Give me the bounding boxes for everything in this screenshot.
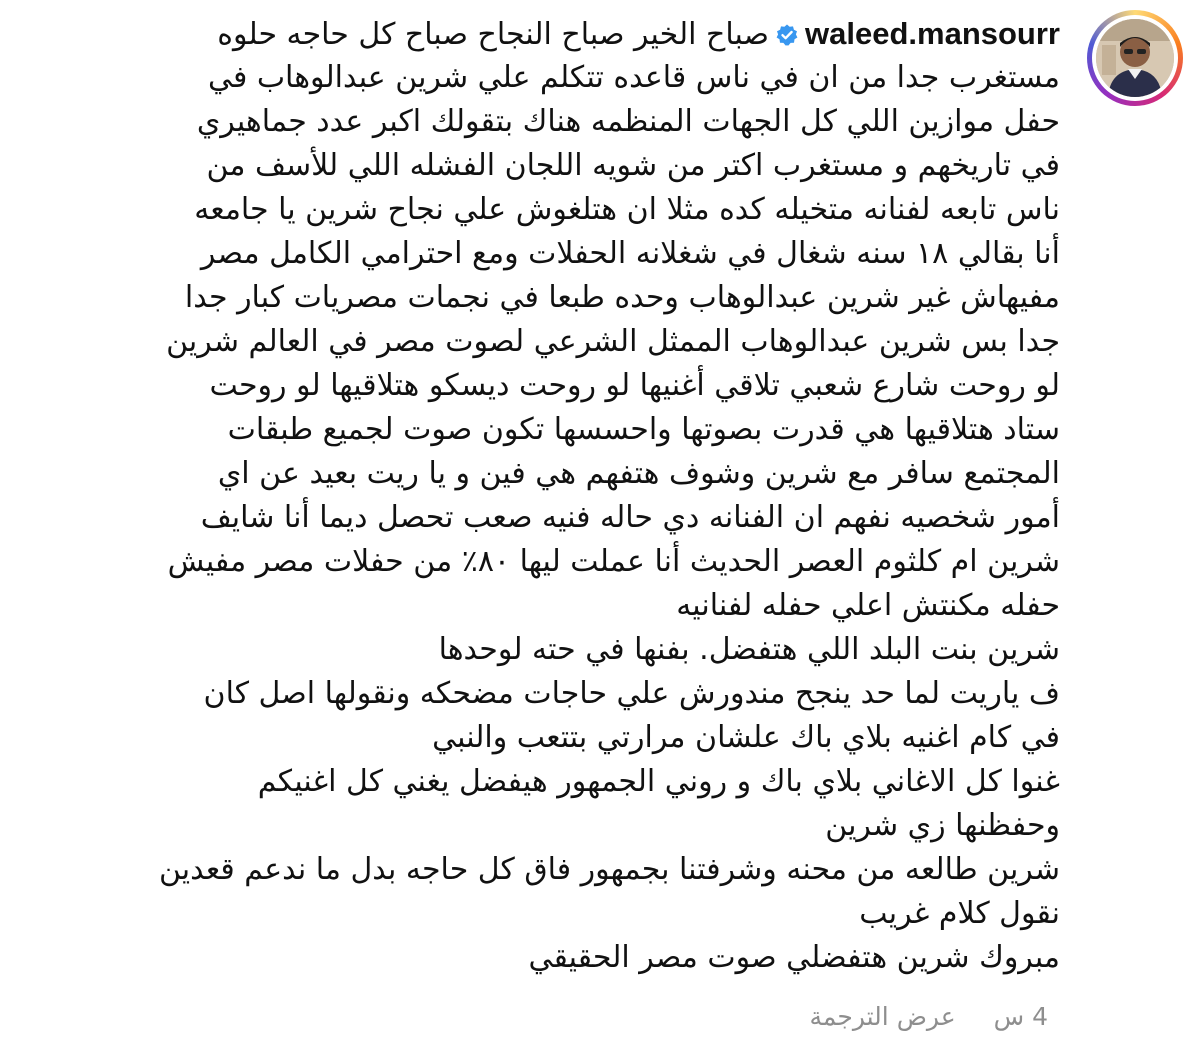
avatar[interactable] xyxy=(1087,10,1183,106)
comment-line: في كام اغنيه بلاي باك علشان مرارتي بتتعب والنبي xyxy=(432,720,1060,755)
comment-header xyxy=(60,12,1060,56)
timestamp: 4 س xyxy=(993,1002,1048,1031)
comment-line: شرين ام كلثوم العصر الحديث أنا عملت ليها ٨٠٪ من حفلات مصر مفيش xyxy=(167,544,1060,579)
comment-line: حفله مكنتش اعلي حفله لفنانيه xyxy=(676,588,1060,623)
comment-line: ستاد هتلاقيها هي قدرت بصوتها واحسسها تكون صوت لجميع طبقات xyxy=(227,412,1060,447)
comment-line: مبروك شرين هتفضلي صوت مصر الحقيقي xyxy=(528,940,1060,975)
comment-line: شرين طالعه من محنه وشرفتنا بجمهور فاق كل حاجه بدل ما ندعم قعدين xyxy=(158,852,1060,887)
comment-line: المجتمع سافر مع شرين وشوف هتفهم هي فين و يا ريت بعيد عن اي xyxy=(217,456,1060,491)
comment-line: أمور شخصيه نفهم ان الفنانه دي حاله فنيه صعب تحصل ديما أنا شايف xyxy=(200,500,1060,535)
comment-body xyxy=(60,12,1060,980)
comment-line: شرين بنت البلد اللي هتفضل. بفنها في حته لوحدها xyxy=(438,632,1060,667)
verified-badge-icon xyxy=(775,16,799,40)
comment-text xyxy=(60,56,1060,980)
comment-line: ناس تابعه لفنانه متخيله كده مثلا ان هتلغوش علي نجاح شرين يا جامعه xyxy=(194,192,1060,227)
comment-line: أنا بقالي ١٨ سنه شغال في شغلانه الحفلات ومع احترامي الكامل مصر xyxy=(200,236,1060,271)
comment-line: وحفظنها زي شرين xyxy=(825,808,1060,843)
comment-line: ف ياريت لما حد ينجح مندورش علي حاجات مضحكه ونقولها اصل كان xyxy=(203,676,1060,711)
comment-line: لو روحت شارع شعبي تلاقي أغنيها لو روحت ديسكو هتلاقيها لو روحت xyxy=(209,368,1060,403)
comment-line: مفيهاش غير شرين عبدالوهاب وحده طبعا في نجمات مصريات كبار جدا xyxy=(184,280,1060,315)
comment-line: جدا بس شرين عبدالوهاب الممثل الشرعي لصوت مصر في العالم شرين xyxy=(166,324,1060,359)
comment-first-line: صباح الخير صباح النجاح صباح كل حاجه حلوه xyxy=(217,17,770,52)
comment-line: حفل موازين اللي كل الجهات المنظمه هناك بتقولك اكبر عدد جماهيري xyxy=(196,104,1060,139)
comment-line: نقول كلام غريب xyxy=(859,896,1060,931)
see-translation-link[interactable]: عرض الترجمة xyxy=(809,1002,956,1031)
comment-line: مستغرب جدا من ان في ناس قاعده تتكلم علي شرين عبدالوهاب في xyxy=(207,60,1060,95)
avatar-photo xyxy=(1096,19,1174,97)
comment-line: غنوا كل الاغاني بلاي باك و روني الجمهور هيفضل يغني كل اغنيكم xyxy=(257,764,1060,799)
comment-line: في تاريخهم و مستغرب اكتر من شويه اللجان الفشله اللي للأسف من xyxy=(206,148,1060,183)
username-link[interactable]: waleed.mansourr xyxy=(805,16,1060,51)
comment-footer xyxy=(810,1002,1048,1031)
